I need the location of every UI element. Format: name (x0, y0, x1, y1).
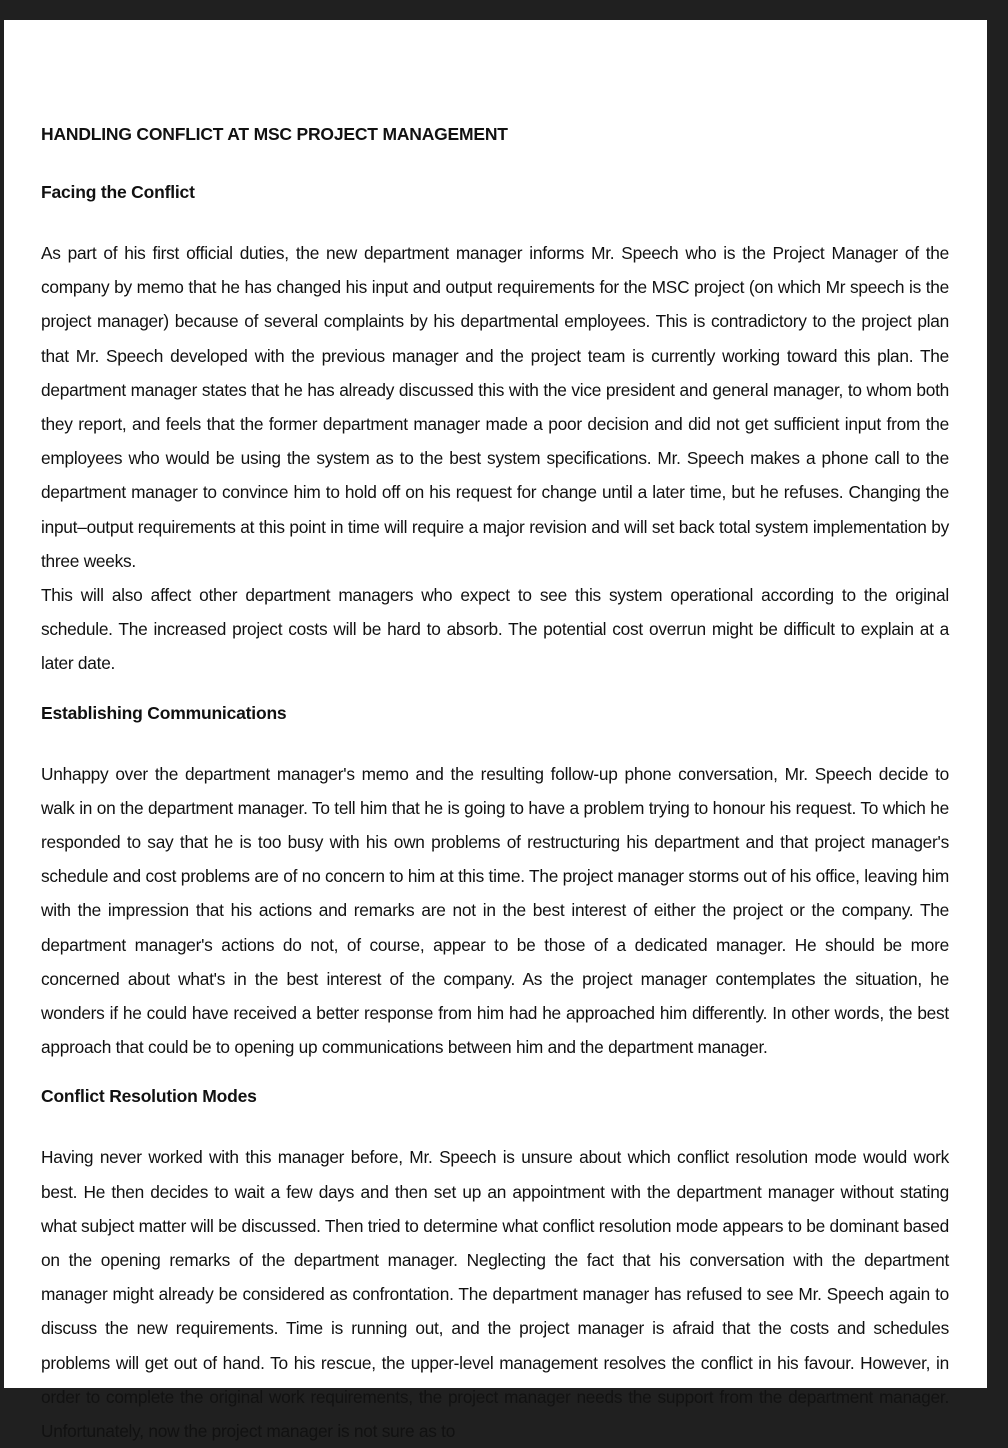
section-conflict-resolution-modes (41, 1082, 949, 1448)
paragraph: Having never worked with this manager before, Mr. Speech is unsure about which conflict resolution mode would work best. He then decides to wait a few days and then set up an appointment with the department manager without stating what subject matter will be discussed. Then tried to determine what conflict resolution mode appears to be dominant based on the opening remarks of the department manager. Neglecting the fact that his conversation with the department manager might already be considered as confrontation. The department manager has refused to see Mr. Speech again to discuss the new requirements. Time is running out, and the project manager is afraid that the costs and schedules problems will get out of hand. To his rescue, the upper-level management resolves the conflict in his favour. However, in order to complete the original work requirements, the project manager needs the support from the department manager. Unfortunately, now the project manager is not sure as to (41, 1147, 949, 1442)
document-title: HANDLING CONFLICT AT MSC PROJECT MANAGEMENT (41, 124, 508, 144)
section-heading: Establishing Communications (41, 702, 287, 723)
section-facing-the-conflict (41, 178, 949, 681)
document-page (4, 20, 987, 1442)
section-establishing-communications (41, 699, 949, 1065)
paragraph: As part of his first official duties, the new department manager informs Mr. Speech who is the Project Manager of the company by memo that he has changed his input and output requirements for the MSC project (on which Mr speech is the project manager) because of several complaints by his departmental employees. This is contradictory to the project plan that Mr. Speech developed with the previous manager and the project team is currently working toward this plan. The department manager states that he has already discussed this with the vice president and general manager, to whom both they report, and feels that the former department manager made a poor decision and did not get sufficient input from the employees who would be using the system as to the best system specifications. Mr. Speech makes a phone call to the department manager to convince him to hold off on his request for change until a later time, but he refuses. Changing the input–output requirements at this point in time will require a major revision and will set back total system implementation by three weeks. (41, 243, 949, 571)
viewer-top-bar (0, 0, 1008, 20)
section-heading: Conflict Resolution Modes (41, 1086, 257, 1107)
document-content (41, 120, 949, 1448)
paragraph: This will also affect other department managers who expect to see this system operational according to the original schedule. The increased project costs will be hard to absorb. The potential cost overrun might be difficult to explain at a later date. (41, 585, 949, 674)
paragraph: Unhappy over the department manager's memo and the resulting follow-up phone conversation, Mr. Speech decide to walk in on the department manager. To tell him that he is going to have a problem trying to honour his request. To which he responded to say that he is too busy with his own problems of restructuring his department and that project manager's schedule and cost problems are of no concern to him at this time. The project manager storms out of his office, leaving him with the impression that his actions and remarks are not in the best interest of either the project or the company. The department manager's actions do not, of course, appear to be those of a dedicated manager. He should be more concerned about what's in the best interest of the company. As the project manager contemplates the situation, he wonders if he could have received a better response from him had he approached him differently. In other words, the best approach that could be to opening up communications between him and the department manager. (41, 763, 949, 1058)
section-heading: Facing the Conflict (41, 182, 195, 202)
